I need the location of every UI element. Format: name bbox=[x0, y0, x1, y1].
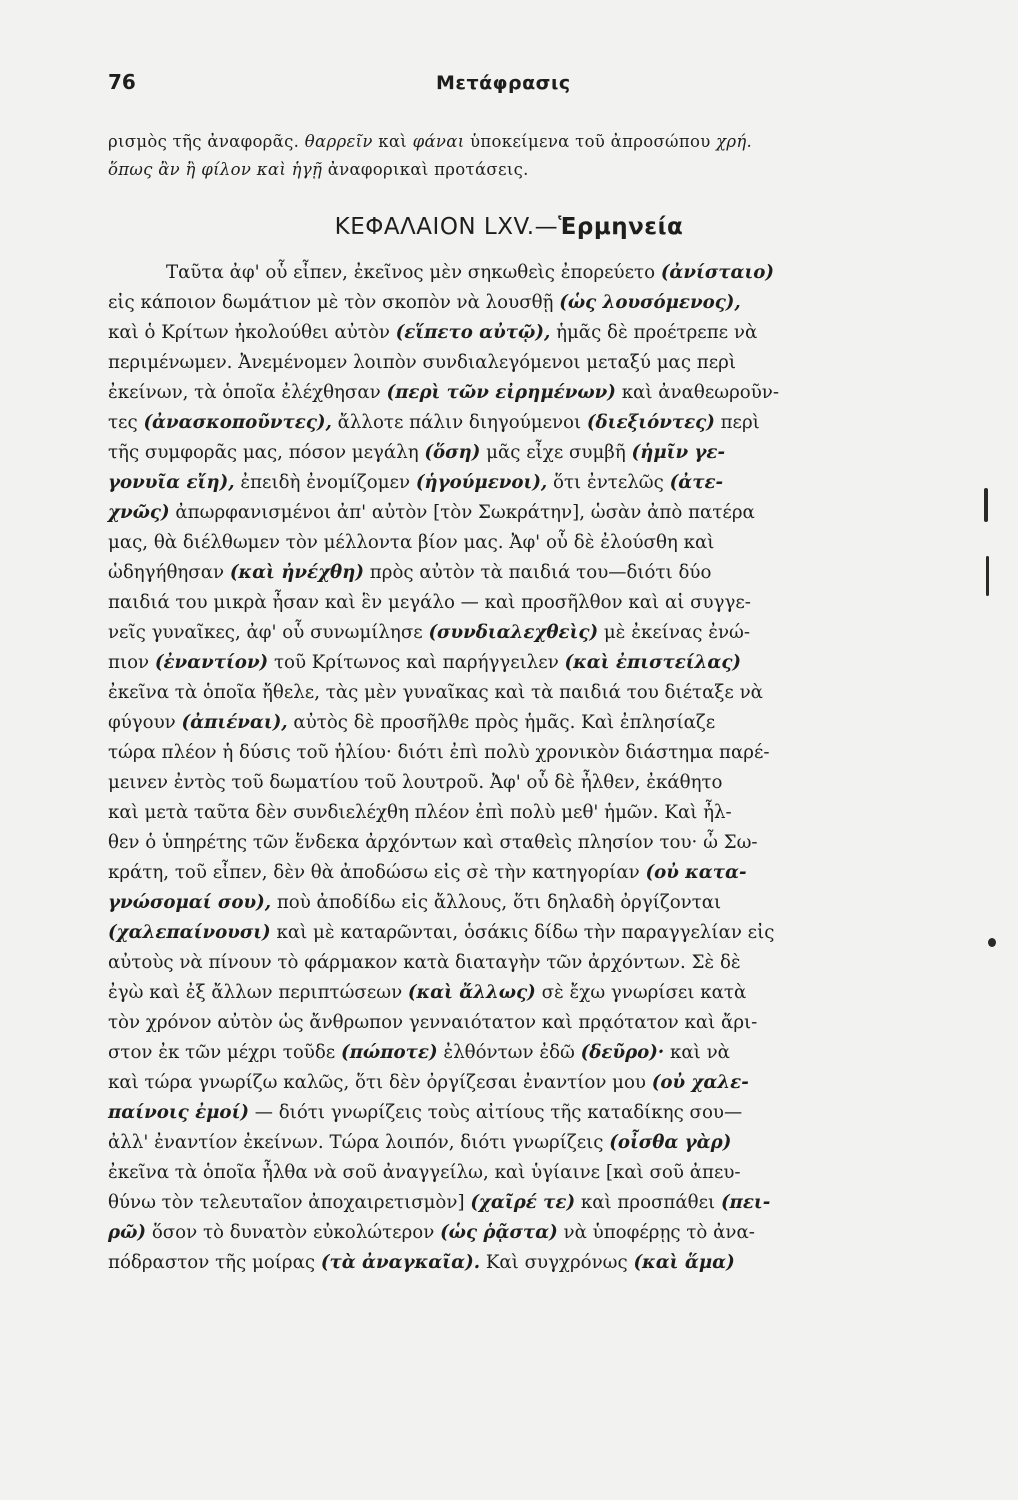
ancient-greek-gloss: (οἶσθα γὰρ) bbox=[609, 1132, 732, 1153]
ancient-greek-gloss: (ἡμῖν γε- bbox=[631, 442, 726, 463]
text-run: ἐπειδὴ ἐνομίζομεν bbox=[234, 472, 416, 493]
text-run: παιδιά του μικρὰ ἦσαν καὶ ἓν μεγάλο — καὶ προσῆλθον καὶ αἱ συγγε- bbox=[108, 592, 751, 613]
text-run: ἐγὼ καὶ ἐξ ἄλλων περιπτώσεων bbox=[108, 982, 408, 1003]
text-line bbox=[108, 768, 898, 798]
ancient-greek-gloss: (ὡς λουσόμενος), bbox=[559, 292, 741, 313]
text-line bbox=[108, 288, 898, 318]
text-run: ἐλθόντων ἐδῶ bbox=[437, 1042, 581, 1063]
text-run: θύνω τὸν τελευταῖον ἀποχαιρετισμὸν] bbox=[108, 1192, 471, 1213]
ancient-greek-gloss: (συνδιαλεχθεὶς) bbox=[428, 622, 599, 643]
text-run: περὶ bbox=[714, 412, 760, 433]
ancient-greek-gloss: (οὐ χαλε- bbox=[651, 1072, 749, 1093]
ancient-greek-gloss: (χαλεπαίνουσι) bbox=[108, 922, 271, 943]
text-line bbox=[108, 318, 898, 348]
text-run: ἐκείνων, τὰ ὁποῖα ἐλέχθησαν bbox=[108, 382, 387, 403]
ancient-greek-gloss: (ἀτε- bbox=[669, 472, 724, 493]
text-run: μας, θὰ διέλθωμεν τὸν μέλλοντα βίον μας. Ἀφ' οὗ δὲ ἐλούσθη καὶ bbox=[108, 532, 715, 553]
text-line bbox=[108, 378, 898, 408]
ancient-greek-gloss: (πώποτε) bbox=[341, 1042, 438, 1063]
text-run: φύγουν bbox=[108, 712, 182, 733]
ancient-greek-gloss: παίνοις ἐμοί) bbox=[108, 1102, 249, 1123]
text-run: νὰ ὑποφέρῃς τὸ ἀνα- bbox=[557, 1222, 755, 1243]
text-run: καὶ τώρα γνωρίζω καλῶς, ὅτι δὲν ὀργίζεσαι ἐναντίον μου bbox=[108, 1072, 652, 1093]
text-line bbox=[108, 1068, 898, 1098]
ancient-greek-gloss: (τὰ ἀναγκαῖα). bbox=[320, 1252, 481, 1273]
text-run: ὡδηγήθησαν bbox=[108, 562, 230, 583]
ancient-greek-gloss: (ἐναντίον) bbox=[154, 652, 269, 673]
continuation-paragraph bbox=[108, 128, 898, 184]
text-line bbox=[108, 156, 898, 184]
ancient-greek-gloss: (ἀνίσταιο) bbox=[660, 262, 775, 283]
text-run: θεν ὁ ὑπηρέτης τῶν ἕνδεκα ἀρχόντων καὶ σταθεὶς πλησίον του· ὦ Σω- bbox=[108, 832, 758, 853]
text-line bbox=[108, 738, 898, 768]
ancient-greek-gloss: (περὶ τῶν εἰρημένων) bbox=[386, 382, 616, 403]
ancient-greek-gloss: (χαῖρέ τε) bbox=[470, 1192, 576, 1213]
text-run: μὲ ἐκείνας ἐνώ- bbox=[598, 622, 750, 643]
ancient-greek-gloss: (καὶ ἅμα) bbox=[633, 1252, 735, 1273]
text-run: ἐκεῖνα τὰ ὁποῖα ἦλθα νὰ σοῦ ἀναγγείλω, καὶ ὑγίαινε [καὶ σοῦ ἀπευ- bbox=[108, 1162, 741, 1183]
text-run: μᾶς εἶχε συμβῆ bbox=[480, 442, 632, 463]
text-run: καὶ ὁ Κρίτων ἠκολούθει αὐτὸν bbox=[108, 322, 396, 343]
text-run: ὑποκείμενα τοῦ ἀπροσώπου bbox=[464, 132, 717, 151]
ancient-greek-gloss: (ἀπιέναι), bbox=[181, 712, 288, 733]
text-run: τες bbox=[108, 412, 144, 433]
text-run: ἐκεῖνα τὰ ὁποῖα ἤθελε, τὰς μὲν γυναῖκας καὶ τὰ παιδιά του διέταξε νὰ bbox=[108, 682, 763, 703]
text-run: πιον bbox=[108, 652, 155, 673]
text-line bbox=[108, 1188, 898, 1218]
running-head bbox=[108, 70, 898, 100]
italic-term: φάναι bbox=[412, 132, 465, 151]
text-line bbox=[108, 708, 898, 738]
text-run: ἀναφορικαὶ προτάσεις. bbox=[322, 160, 529, 179]
text-run: τῆς συμφορᾶς μας, πόσον μεγάλη bbox=[108, 442, 425, 463]
italic-term: ὅπως ἂν ἢ φίλον καὶ ἡγῇ bbox=[108, 160, 323, 179]
text-line bbox=[108, 528, 898, 558]
chapter-title: Ἑρμηνεία bbox=[558, 214, 684, 240]
text-line bbox=[108, 128, 898, 156]
ancient-greek-gloss: (ἀνασκοποῦντες), bbox=[143, 412, 332, 433]
text-run: τὸν χρόνον αὐτὸν ὡς ἄνθρωπον γενναιότατον καὶ πρᾳότατον καὶ ἄρι- bbox=[108, 1012, 758, 1033]
text-line bbox=[108, 258, 898, 288]
italic-term: χρή. bbox=[716, 132, 753, 151]
text-line bbox=[108, 618, 898, 648]
text-line bbox=[108, 858, 898, 888]
text-run: αὐτοὺς νὰ πίνουν τὸ φάρμακον κατὰ διαταγὴν τῶν ἀρχόντων. Σὲ δὲ bbox=[108, 952, 741, 973]
text-line bbox=[108, 1098, 898, 1128]
italic-term: θαρρεῖν bbox=[304, 132, 373, 151]
text-run: εἰς κάποιον δωμάτιον μὲ τὸν σκοπὸν νὰ λουσθῇ bbox=[108, 292, 560, 313]
text-run: ἀπωρφανισμένοι ἀπ' αὐτὸν [τὸν Σωκράτην], ὡσὰν ἀπὸ πατέρα bbox=[169, 502, 755, 523]
text-run: νεῖς γυναῖκες, ἀφ' οὗ συνωμίλησε bbox=[108, 622, 429, 643]
text-run: πρὸς αὐτὸν τὰ παιδιά του—διότι δύο bbox=[364, 562, 712, 583]
ancient-greek-gloss: (διεξιόντες) bbox=[586, 412, 715, 433]
text-run: καὶ ἀναθεωροῦν- bbox=[615, 382, 779, 403]
ancient-greek-gloss: (καὶ ἐπιστείλας) bbox=[564, 652, 742, 673]
margin-smudge bbox=[986, 556, 989, 596]
text-run: περιμένωμεν. Ἀνεμένομεν λοιπὸν συνδιαλεγόμενοι μεταξύ μας περὶ bbox=[108, 352, 737, 373]
text-line bbox=[108, 1248, 898, 1278]
text-run: ἄλλοτε πάλιν διηγούμενοι bbox=[331, 412, 587, 433]
text-run: ποὺ ἀποδίδω εἰς ἄλλους, ὅτι δηλαδὴ ὀργίζονται bbox=[271, 892, 722, 913]
text-run: τώρα πλέον ἡ δύσις τοῦ ἡλίου· διότι ἐπὶ πολὺ χρονικὸν διάστημα παρέ- bbox=[108, 742, 770, 763]
ancient-greek-gloss: (καὶ ἠνέχθη) bbox=[229, 562, 365, 583]
text-run: Καὶ συγχρόνως bbox=[480, 1252, 634, 1273]
chapter-label: ΚΕΦΑΛΑΙΟΝ LXV.— bbox=[334, 214, 559, 240]
text-line bbox=[108, 558, 898, 588]
text-line bbox=[108, 978, 898, 1008]
chapter-heading bbox=[0, 214, 1018, 240]
text-line bbox=[108, 1128, 898, 1158]
text-line bbox=[108, 948, 898, 978]
text-run: ὅσον τὸ δυνατὸν εὐκολώτερον bbox=[146, 1222, 441, 1243]
text-run: σὲ ἔχω γνωρίσει κατὰ bbox=[535, 982, 747, 1003]
text-run: στον ἐκ τῶν μέχρι τοῦδε bbox=[108, 1042, 341, 1063]
text-run: μεινεν ἐντὸς τοῦ δωματίου τοῦ λουτροῦ. Ἀφ' οὗ δὲ ἦλθεν, ἐκάθητο bbox=[108, 772, 723, 793]
text-line bbox=[108, 588, 898, 618]
ancient-greek-gloss: (ἡγούμενοι), bbox=[415, 472, 548, 493]
text-line bbox=[108, 648, 898, 678]
text-line bbox=[108, 1008, 898, 1038]
text-run: ρισμὸς τῆς ἀναφορᾶς. bbox=[108, 132, 305, 151]
margin-smudge bbox=[984, 488, 988, 522]
ancient-greek-gloss: (ὡς ῥᾷστα) bbox=[440, 1222, 558, 1243]
text-line bbox=[108, 408, 898, 438]
ancient-greek-gloss: (δεῦρο)· bbox=[580, 1042, 665, 1063]
text-run: ἡμᾶς δὲ προέτρεπε νὰ bbox=[550, 322, 758, 343]
text-line bbox=[108, 1218, 898, 1248]
text-run: καὶ προσπάθει bbox=[575, 1192, 721, 1213]
text-run: πόδραστον τῆς μοίρας bbox=[108, 1252, 321, 1273]
text-line bbox=[108, 468, 898, 498]
text-line bbox=[108, 1158, 898, 1188]
text-line bbox=[108, 798, 898, 828]
text-run: Ταῦτα ἀφ' οὗ εἶπεν, ἐκεῖνος μὲν σηκωθεὶς ἐπορεύετο bbox=[166, 262, 661, 283]
text-line bbox=[108, 918, 898, 948]
translation-body bbox=[108, 258, 898, 1278]
text-line bbox=[108, 1038, 898, 1068]
text-line bbox=[108, 348, 898, 378]
ancient-greek-gloss: γνώσομαί σου), bbox=[108, 892, 272, 913]
margin-smudge bbox=[988, 938, 996, 947]
text-line bbox=[108, 498, 898, 528]
ancient-greek-gloss: (καὶ ἄλλως) bbox=[407, 982, 536, 1003]
text-run: καὶ νὰ bbox=[664, 1042, 730, 1063]
text-run: ἀλλ' ἐναντίον ἐκείνων. Τώρα λοιπόν, διότι γνωρίζεις bbox=[108, 1132, 610, 1153]
text-run: καὶ μετὰ ταῦτα δὲν συνδιελέχθη πλέον ἐπὶ πολὺ μεθ' ἡμῶν. Καὶ ἦλ- bbox=[108, 802, 732, 823]
text-run: καὶ μὲ καταρῶνται, ὁσάκις δίδω τὴν παραγγελίαν εἰς bbox=[270, 922, 775, 943]
text-line bbox=[108, 678, 898, 708]
text-run: τοῦ Κρίτωνος καὶ παρήγγειλεν bbox=[268, 652, 565, 673]
text-line bbox=[108, 828, 898, 858]
text-line bbox=[108, 438, 898, 468]
text-line bbox=[108, 888, 898, 918]
text-run: καὶ bbox=[372, 132, 413, 151]
ancient-greek-gloss: ρῶ) bbox=[108, 1222, 147, 1243]
text-run: αὐτὸς δὲ προσῆλθε πρὸς ἡμᾶς. Καὶ ἐπλησίαζε bbox=[287, 712, 716, 733]
page-number: 76 bbox=[108, 70, 136, 94]
ancient-greek-gloss: (ὅση) bbox=[424, 442, 481, 463]
running-title: Μετάφρασις bbox=[436, 72, 571, 94]
ancient-greek-gloss: (οὐ κατα- bbox=[645, 862, 747, 883]
ancient-greek-gloss: γονυῖα εἴη), bbox=[108, 472, 235, 493]
text-run: ὅτι ἐντελῶς bbox=[547, 472, 670, 493]
text-run: κράτη, τοῦ εἶπεν, δὲν θὰ ἀποδώσω εἰς σὲ τὴν κατηγορίαν bbox=[108, 862, 646, 883]
ancient-greek-gloss: (πει- bbox=[720, 1192, 771, 1213]
text-run: — διότι γνωρίζεις τοὺς αἰτίους τῆς καταδίκης σου— bbox=[248, 1102, 743, 1123]
ancient-greek-gloss: (εἵπετο αὐτῷ), bbox=[395, 322, 551, 343]
ancient-greek-gloss: χνῶς) bbox=[108, 502, 170, 523]
